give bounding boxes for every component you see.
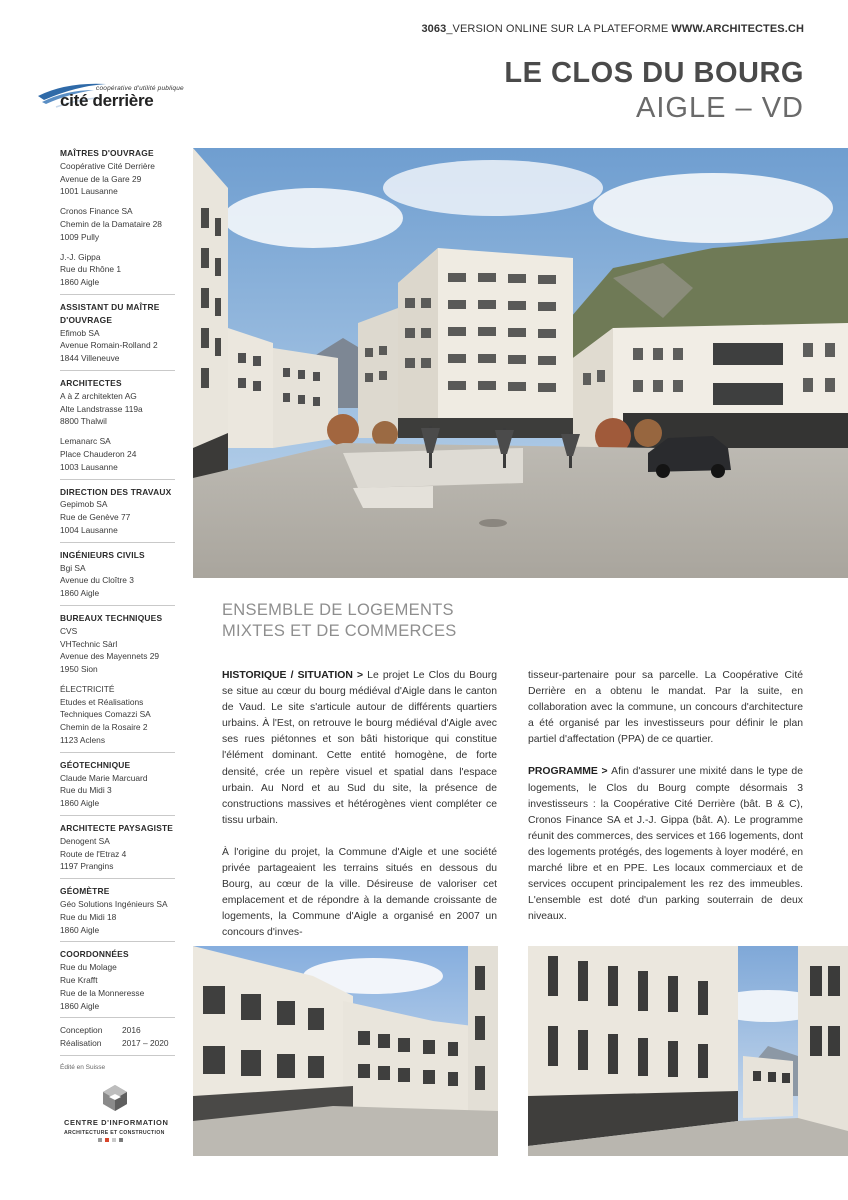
programme-text: Afin d'assurer une mixité dans le type de logements, le Clos du Bourg compte désormais 3 investisseurs : la Coopérative Cité Derrière (bât. B & C), Cronos Finance SA et J.-J. Gippa (bât. A). Le programme réunit des commerces, des services et 166 logements, dont des logements protégés, des logements à loyer modéré, en marché libre et en PPE. Les locaux commerciaux et de services occupent principalement les rez des immeubles. L'ensemble est doté d'un parking souterrain de deux niveaux. [528, 766, 803, 923]
credit-heading: ARCHITECTE PAYSAGISTE [60, 823, 174, 834]
credit-line: 1123 Aclens [60, 735, 106, 746]
credit-section [60, 759, 175, 816]
historique-label: HISTORIQUE / SITUATION > [222, 670, 368, 681]
cim-logo [60, 1083, 175, 1143]
credit-line: Avenue du Cloître 3 [60, 575, 134, 586]
cim-cube-icon [100, 1083, 130, 1113]
page-title: LE CLOS DU BOURG [504, 57, 804, 89]
cim-dot [119, 1138, 123, 1142]
credit-section [60, 612, 175, 753]
credit-line: Techniques Comazzi SA [60, 709, 151, 720]
credit-spacer [60, 676, 175, 683]
cim-dot [112, 1138, 116, 1142]
credit-line: 1950 Sion [60, 664, 98, 675]
credit-section [60, 377, 175, 480]
date-label: Conception [60, 1025, 103, 1036]
credit-line: Avenue Romain-Rolland 2 [60, 340, 158, 351]
paragraph-origine: À l'origine du projet, la Commune d'Aigle et une société privée partageaient les terrains situés en dessous du Bourg, au cœur de la ville. Désireuse de valoriser cet emplacement et de répondre à la demande croissante de logements, la Commune d'Aigle a organisé en 2007 un concours d'inves- [222, 846, 497, 939]
credit-section [60, 549, 175, 606]
programme-label: PROGRAMME > [528, 766, 612, 778]
alley-photo-illustration [528, 946, 848, 1156]
credit-heading: ASSISTANT DU MAÎTRE D'OUVRAGE [60, 301, 160, 325]
credit-line: Gepimob SA [60, 499, 108, 510]
credit-line: 1004 Lausanne [60, 524, 118, 535]
credit-line: 1860 Aigle [60, 798, 100, 809]
credit-heading: GÉOMÈTRE [60, 886, 110, 897]
credit-section [60, 147, 175, 295]
credit-line: Rue du Molage [60, 962, 117, 973]
credit-spacer [60, 428, 175, 435]
date-row [60, 1037, 175, 1050]
credit-heading: GÉOTECHNIQUE [60, 759, 131, 770]
credit-line: 1860 Aigle [60, 924, 100, 935]
credit-line: CVS [60, 625, 78, 636]
credit-spacer [60, 198, 175, 205]
credit-heading: INGÉNIEURS CIVILS [60, 549, 145, 560]
credit-heading: MAÎTRES D'OUVRAGE [60, 148, 154, 158]
cim-dot [98, 1138, 102, 1142]
credit-section [60, 486, 175, 543]
paragraph-historique [222, 668, 497, 829]
cim-color-dots [98, 1138, 123, 1142]
credit-line: 1860 Aigle [60, 277, 100, 288]
credit-line: 8800 Thalwil [60, 416, 107, 427]
date-row [60, 1024, 175, 1037]
credit-line: Chemin de la Damataire 28 [60, 218, 162, 229]
paragraph-concours: tisseur-partenaire pour sa parcelle. La Coopérative Cité Derrière en a obtenu le mandat. Par la suite, en collaboration avec la commune, un concours d'architecture a été organisé par les investisseurs pour définir le plan partiel d'affectation (PPA) de ce quartier. [528, 670, 803, 746]
credit-heading: DIRECTION DES TRAVAUX [60, 486, 172, 497]
credit-section [60, 885, 175, 942]
credit-line: Claude Marie Marcuard [60, 772, 148, 783]
credit-line: Rue du Midi 3 [60, 785, 112, 796]
credit-line: 1860 Aigle [60, 588, 100, 599]
credit-line: Place Chauderon 24 [60, 448, 137, 459]
article-heading [222, 600, 457, 642]
bottom-right-photo [528, 946, 848, 1156]
edited-in-note: Édité en Suisse [60, 1064, 106, 1072]
credit-line: Rue de la Monneresse [60, 987, 145, 998]
credit-line: Rue de Genève 77 [60, 512, 131, 523]
credit-line: Chemin de la Rosaire 2 [60, 722, 148, 733]
credit-line: Rue du Rhône 1 [60, 264, 121, 275]
credit-line: Denogent SA [60, 835, 110, 846]
credit-line: Géo Solutions Ingénieurs SA [60, 899, 168, 910]
date-value: 2016 [122, 1025, 141, 1036]
credit-heading: ARCHITECTES [60, 377, 122, 388]
credit-line: Cronos Finance SA [60, 206, 133, 217]
paragraph-programme [528, 764, 803, 925]
credit-line: 1860 Aigle [60, 1000, 100, 1011]
credit-section [60, 301, 175, 371]
credit-line: 1003 Lausanne [60, 461, 118, 472]
credit-line: Efimob SA [60, 327, 100, 338]
logo-name: cité derrière [60, 91, 154, 110]
credit-line: 1844 Villeneuve [60, 353, 120, 364]
credit-line: Rue du Midi 18 [60, 911, 117, 922]
bottom-left-photo [193, 946, 498, 1156]
street-photo-illustration [193, 946, 498, 1156]
article-heading-line-1: ENSEMBLE DE LOGEMENTS [222, 601, 454, 619]
article-column-1 [222, 668, 497, 958]
credit-line: Coopérative Cité Derrière [60, 160, 155, 171]
credit-line: Rue Krafft [60, 975, 98, 986]
issue-number: 3063 [421, 23, 447, 35]
page-subtitle: AIGLE – VD [636, 92, 804, 124]
credit-line: 1001 Lausanne [60, 186, 118, 197]
credit-line: Route de l'Etraz 4 [60, 848, 127, 859]
credit-line: Bgi SA [60, 562, 86, 573]
cim-subtitle: ARCHITECTURE ET CONSTRUCTION [64, 1129, 165, 1136]
project-dates [60, 1024, 175, 1056]
credit-heading: BUREAUX TECHNIQUES [60, 612, 163, 623]
credit-line: Lemanarc SA [60, 436, 111, 447]
credit-line: J.-J. Gippa [60, 251, 101, 262]
date-label: Réalisation [60, 1038, 102, 1049]
credit-line: 1197 Prangins [60, 861, 114, 872]
main-photo [193, 148, 848, 578]
credit-line: Avenue des Mayennets 29 [60, 651, 160, 662]
credit-line: VHTechnic Sàrl [60, 638, 118, 649]
credit-line: Etudes et Réalisations [60, 696, 144, 707]
project-credits [60, 147, 175, 1143]
credit-line: 1009 Pully [60, 231, 100, 242]
credit-heading: COORDONNÉES [60, 949, 129, 960]
platform-banner [421, 23, 804, 35]
website-link[interactable]: WWW.ARCHITECTES.CH [671, 23, 804, 35]
credit-section [60, 948, 175, 1018]
cim-title: CENTRE D'INFORMATION [64, 1117, 169, 1127]
date-value: 2017 – 2020 [122, 1038, 169, 1049]
credit-line: A à Z architekten AG [60, 390, 137, 401]
credit-section [60, 822, 175, 879]
article-heading-line-2: MIXTES ET DE COMMERCES [222, 622, 457, 640]
credit-line: ÉLECTRICITÉ [60, 683, 115, 694]
credit-line: Avenue de la Gare 29 [60, 173, 142, 184]
article-column-2 [528, 668, 803, 941]
logo-tagline: coopérative d'utilité publique [96, 85, 184, 92]
credit-spacer [60, 244, 175, 251]
client-logo [36, 80, 186, 114]
credit-line: Alte Landstrasse 119a [60, 403, 143, 414]
courtyard-photo-illustration [193, 148, 848, 578]
issue-text: _VERSION ONLINE SUR LA PLATEFORME [446, 23, 672, 35]
cim-dot [105, 1138, 109, 1142]
historique-text: Le projet Le Clos du Bourg se situe au cœur du bourg médiéval d'Aigle dans le canton de Vaud. Le site s'articule autour de différents quartiers urbains. À l'Est, on retrouve le bourg médiéval d'Aigle avec ses rues piétonnes et son bâti historique qui constitue l'élément dominant. Cette entité homogène, de forte densité, crée un repère visuel et spatial dans l'espace urbain. Au Nord et au Sud du site, la présence de constructions massives et hétérogènes vient compléter ce tissu urbain. [222, 670, 497, 826]
